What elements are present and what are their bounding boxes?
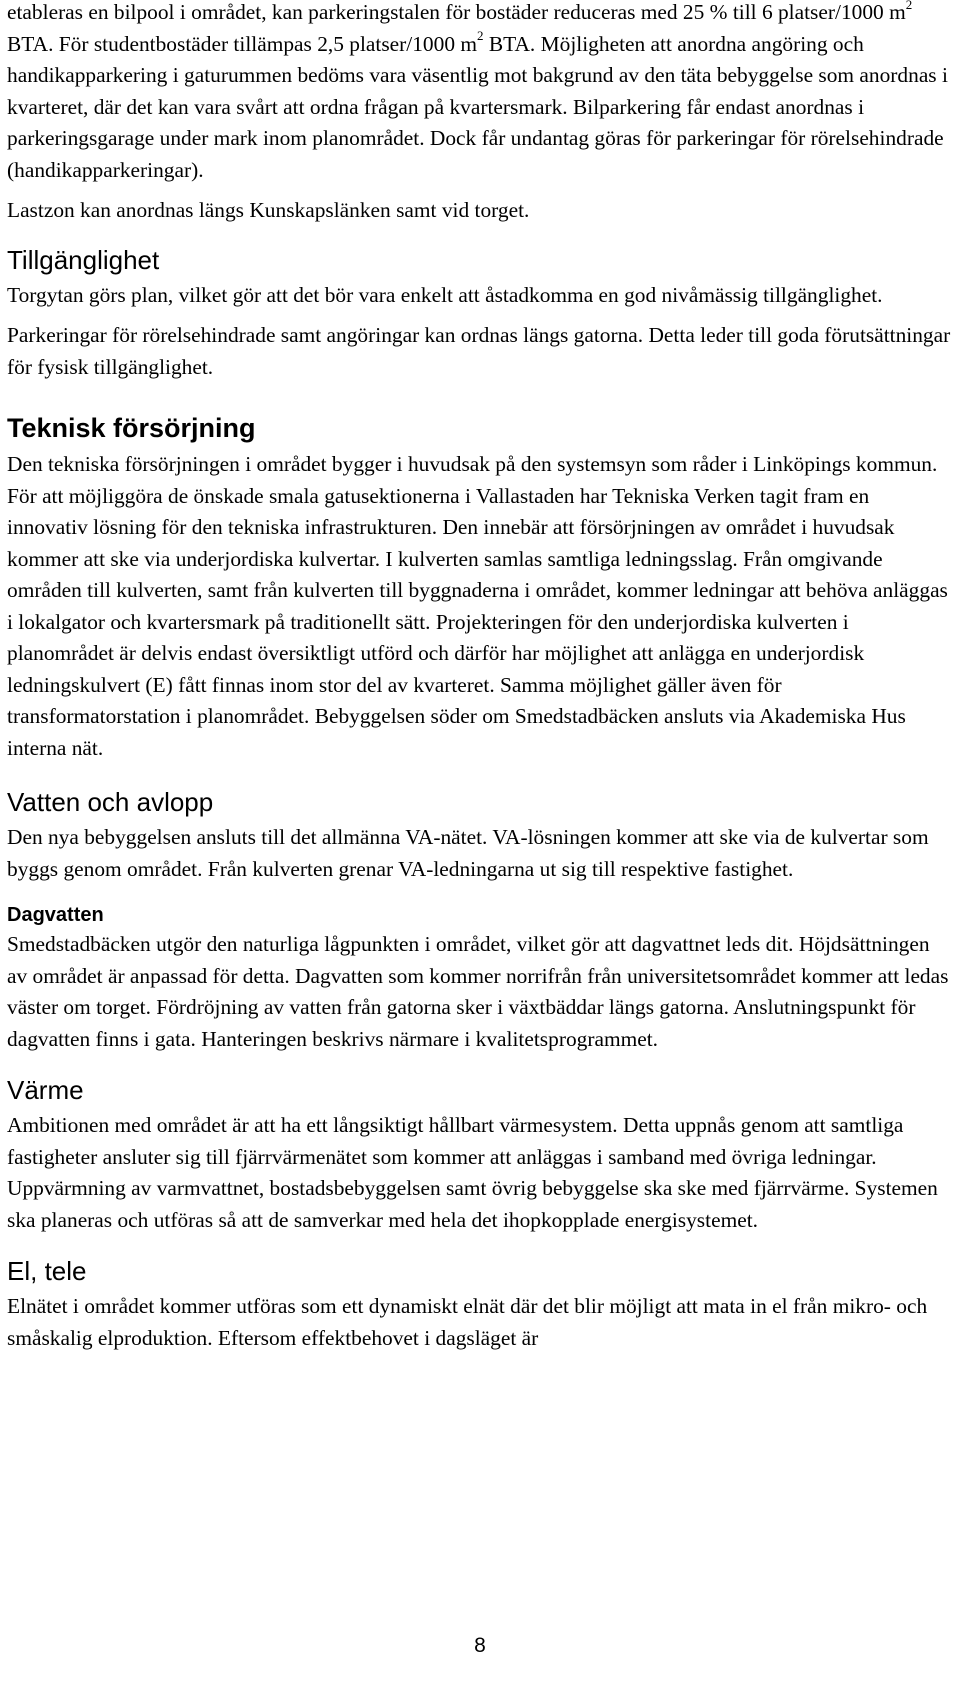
heading-vatten-och-avlopp: Vatten och avlopp (7, 787, 214, 817)
intro-line-end: BTA. (483, 31, 536, 56)
intro-rest: Möjligheten att anordna angöring och handikapparkering i gaturummen bedöms vara väsentlig mot bakgrund av den täta bebyggelse som anordnas i kvarteret, där det kan vara svårt att ordna frågan på kvartersmark. Bilparkering får endast anordnas i parkeringsgarage under mark inom planområdet. Dock får undantag göras för parkeringar för rörelsehindrade (handikapparkeringar). (7, 31, 948, 182)
intro-line-after: BTA. För studentbostäder tillämpas 2,5 platser/1000 m (7, 31, 478, 56)
intro-paragraph (7, 0, 955, 186)
heading-varme: Värme (7, 1075, 84, 1105)
heading-dagvatten: Dagvatten (7, 904, 104, 926)
heading-teknisk-forsorjning: Teknisk försörjning (7, 413, 256, 443)
intro-line-text: etableras en bilpool i området, kan parkeringstalen för bostäder reduceras med 25 % till 6 platser/1000 m (7, 0, 906, 24)
heading-tillganglighet: Tillgänglighet (7, 244, 160, 275)
tillganglighet-paragraph-2: Parkeringar för rörelsehindrade samt angöringar kan ordnas längs gatorna. Detta leder till goda förutsättningar för fysisk tillgänglighet. (7, 323, 951, 379)
vatten-paragraph: Den nya bebyggelsen ansluts till det allmänna VA-nätet. VA-lösningen kommer att ske via de kulvertar som byggs genom området. Från kulverten grenar VA-ledningarna ut sig till respektive fastighet. (7, 825, 929, 881)
superscript-2b: 2 (477, 28, 484, 44)
dagvatten-paragraph: Smedstadbäcken utgör den naturliga lågpunkten i området, vilket gör att dagvattnet leds dit. Höjdsättningen av området är anpassad för detta. Dagvatten som kommer norrifrån från universitetsområdet kommer att ledas väster om torget. Fördröjning av vatten från gatorna sker i växtbäddar längs gatorna. Anslutningspunkt för dagvatten finns i gata. Hanteringen beskrivs närmare i kvalitetsprogrammet. (7, 932, 949, 1051)
heading-el-tele: El, tele (7, 1256, 87, 1286)
page-number: 8 (474, 1634, 486, 1657)
teknisk-paragraph: Den tekniska försörjningen i området bygger i huvudsak på den systemsyn som råder i Linköpings kommun. För att möjliggöra de önskade smala gatusektionerna i Vallastaden har Tekniska Verken tagit fram en innovativ lösning för den tekniska infrastrukturen. Den innebär att försörjningen av området i huvudsak kommer att ske via underjordiska kulvertar. I kulverten samlas samtliga ledningsslag. Från omgivande områden till kulverten, samt från kulverten till byggnaderna i området, kommer ledningar att behöva anläggas i lokalgator och kvartersmark på traditionellt sätt. Projekteringen för den underjordiska kulverten i planområdet är delvis endast översiktligt utförd och därför har möjlighet att anlägga en underjordisk ledningskulvert (E) fått finnas inom stor del av kvarteret. Samma möjlighet gäller även för transformatorstation i planområdet. Bebyggelsen söder om Smedstadbäcken ansluts via Akademiska Hus interna nät. (7, 452, 948, 760)
varme-paragraph: Ambitionen med området är att ha ett långsiktigt hållbart värmesystem. Detta uppnås genom att samtliga fastigheter ansluter sig till fjärrvärmenätet som kommer att anläggas i samband med övriga ledningar. Uppvärmning av varmvattnet, bostadsbebyggelsen samt övrig bebyggelse ska ske med fjärrvärme. Systemen ska planeras och utföras så att de samverkar med hela det ihopkopplade energisystemet. (7, 1113, 938, 1232)
page-content (7, 0, 955, 1354)
superscript-2: 2 (905, 0, 913, 12)
tillganglighet-paragraph-1: Torgytan görs plan, vilket gör att det bör vara enkelt att åstadkomma en god nivåmässig tillgänglighet. (7, 282, 883, 307)
lastzon-paragraph: Lastzon kan anordnas längs Kunskapslänken samt vid torget. (7, 198, 530, 222)
el-paragraph: Elnätet i området kommer utföras som ett dynamiskt elnät där det blir möjligt att mata in el från mikro- och småskalig elproduktion. Eftersom effektbehovet i dagsläget är (7, 1294, 928, 1350)
